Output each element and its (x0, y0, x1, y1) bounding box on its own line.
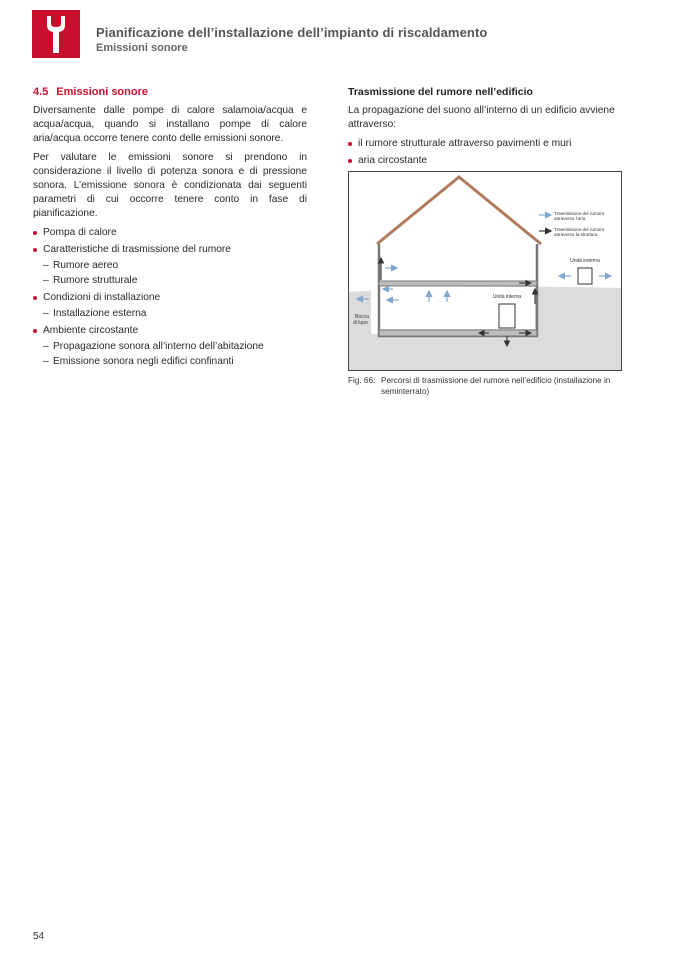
intro-paragraph: Diversamente dalle pompe di calore salamoia/acqua e acqua/acqua, quando si installano pompe di calore aria/acqua occorre tenere conto delle emissioni sonore. (33, 105, 307, 144)
list-item (33, 226, 307, 240)
list-item (33, 243, 307, 288)
sub-list (43, 340, 307, 369)
brand-logo (32, 10, 80, 58)
page-header-title: Pianificazione dell’installazione dell’impianto di riscaldamento (96, 25, 488, 40)
list-item-text: Condizioni di installazione (43, 292, 161, 303)
sub-list-item: – Emissione sonora negli edifici confinanti (43, 356, 234, 367)
section-title: Emissioni sonore (56, 86, 148, 98)
section-heading (33, 86, 307, 98)
list-item (348, 137, 624, 151)
list-item (33, 324, 307, 369)
bullet-dot-icon (348, 142, 352, 146)
light-well-label: Bocca di lupo (353, 314, 369, 326)
list-item-text: Caratteristiche di trasmissione del rumore (43, 244, 231, 255)
subsection-heading: Trasmissione del rumore nell’edificio (348, 86, 533, 98)
sub-list (43, 259, 307, 288)
page-number: 54 (33, 931, 45, 942)
outdoor-unit (578, 268, 592, 284)
sub-list-item-text: Propagazione sonora all’interno dell’abitazione (53, 341, 264, 352)
sub-list-item: – Rumore aereo (43, 260, 119, 271)
caption-text: Percorsi di trasmissione del rumore nell’edificio (installazione in seminterrato) (381, 376, 611, 396)
bullet-dot-icon (348, 159, 352, 163)
wrench-icon (32, 10, 80, 58)
list-item-text: il rumore strutturale attraverso pavimenti e muri (358, 138, 572, 149)
house-diagram (349, 172, 621, 370)
sub-list (43, 307, 307, 321)
figure-caption (348, 375, 624, 397)
bullet-dot-icon (33, 231, 37, 235)
noise-transmission-figure (348, 171, 622, 371)
bullet-dot-icon (33, 296, 37, 300)
left-column (33, 86, 307, 372)
indoor-unit-label: Unità interna (492, 294, 522, 300)
list-item (33, 291, 307, 321)
sub-list-item: – Propagazione sonora all’interno dell’abitazione (43, 341, 264, 352)
parameter-list (33, 226, 307, 369)
subsection-paragraph: La propagazione del suono all’interno di un edificio avviene attraverso: (348, 105, 615, 130)
right-column (348, 86, 624, 171)
sub-list-item: – Rumore strutturale (43, 275, 138, 286)
caption-label: Fig. 66: (348, 376, 376, 385)
page-header-subtitle: Emissioni sonore (96, 42, 188, 54)
basement-floor (379, 330, 537, 336)
sub-list-item-text: Installazione esterna (53, 308, 147, 319)
sub-list-item-text: Rumore strutturale (53, 275, 138, 286)
indoor-unit (499, 304, 515, 328)
sub-list-item-text: Emissione sonora negli edifici confinanti (53, 356, 234, 367)
list-item-text: Pompa di calore (43, 227, 117, 238)
roof (377, 177, 541, 244)
bullet-dot-icon (33, 329, 37, 333)
body-paragraph: Per valutare le emissioni sonore si prendono in considerazione il livello di potenza sonora e di pressione sonora. L’emissione sonora è condizionata dai seguenti parametri di cui occorre tenere conto in fase di pianificazione. (33, 152, 307, 219)
sub-list-item-text: Rumore aereo (53, 260, 119, 271)
legend-air-label: Trasmissione del rumore attraverso l’aria (554, 211, 605, 221)
outdoor-unit-label: Unità esterna (570, 258, 600, 264)
sub-list-item: – Installazione esterna (43, 308, 147, 319)
list-item-text: aria circostante (358, 155, 428, 166)
legend-structure-label: Trasmissione del rumore attraverso la struttura (554, 227, 605, 237)
floor-slab (379, 281, 537, 286)
transmission-list (348, 137, 624, 168)
list-item (348, 154, 624, 168)
list-item-text: Ambiente circostante (43, 325, 139, 336)
section-number: 4.5 (33, 86, 49, 98)
bullet-dot-icon (33, 248, 37, 252)
